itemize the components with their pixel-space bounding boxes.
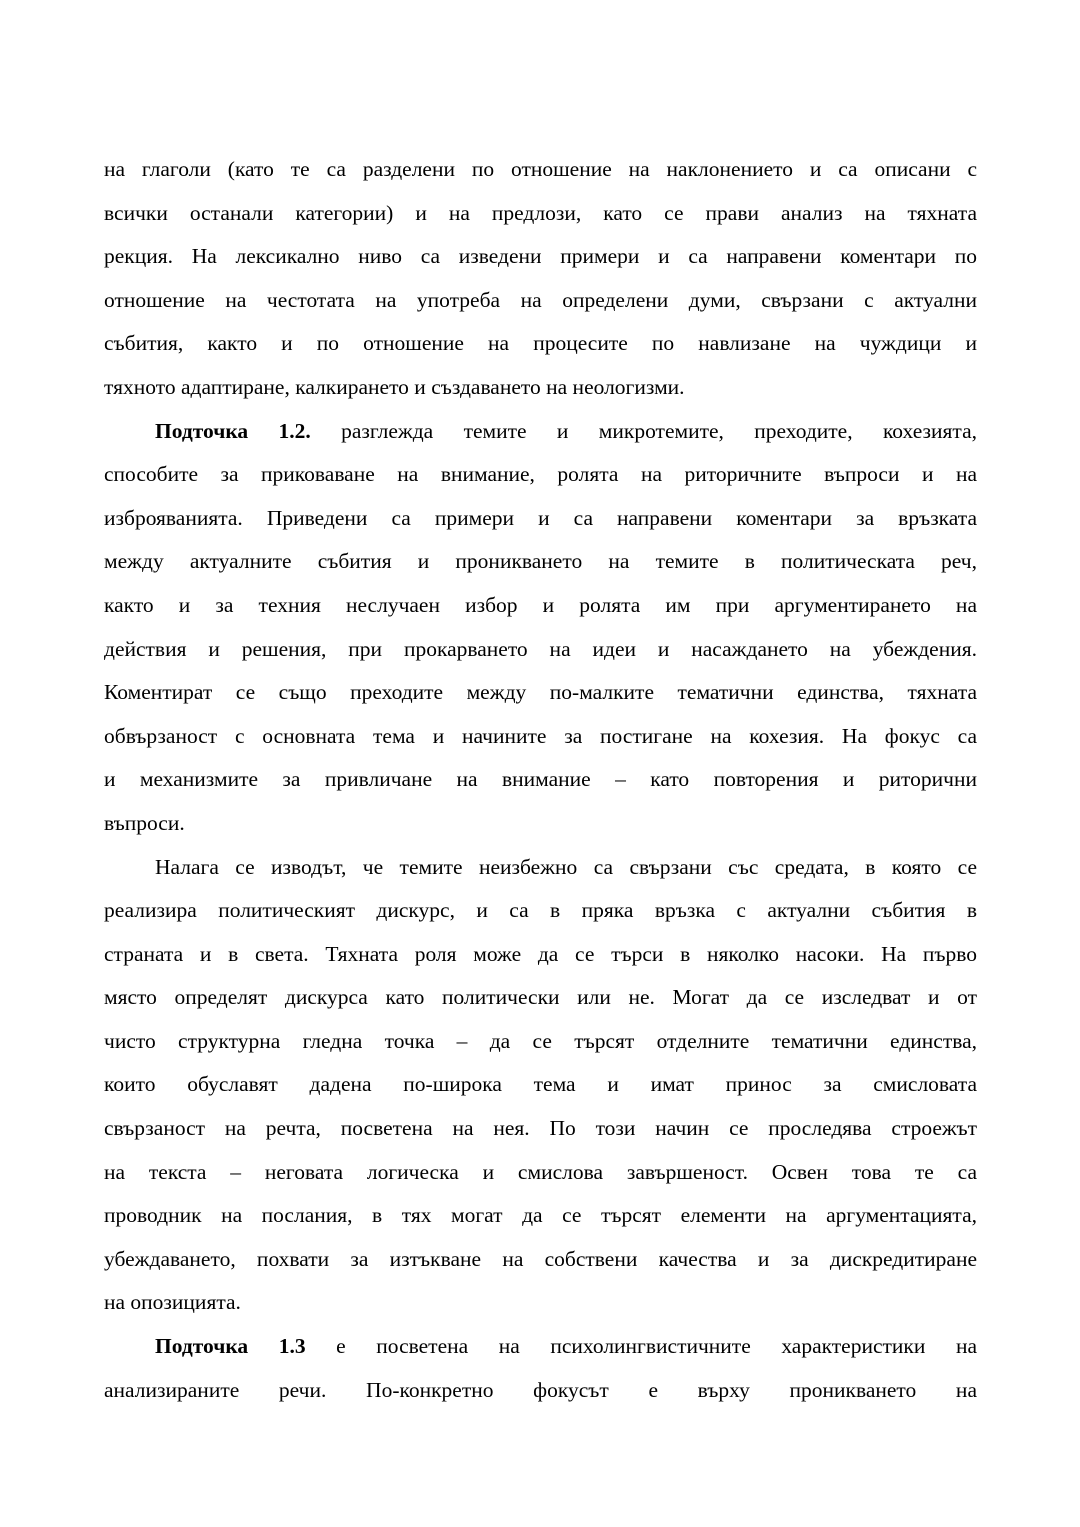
text-line: на глаголи (като те са разделени по отношение на наклонението и са описани с [104,157,977,181]
text-line: тяхното адаптиране, калкирането и създаването на неологизми. [104,374,685,399]
text-line: рекция. На лексикално ниво са изведени примери и са направени коментари по [104,244,977,269]
text-run: е посветена на психолингвистичните характеристики на [305,1334,977,1359]
paragraph-first-line: Налага се изводът, че темите неизбежно са свързани със средата, в която се [155,854,977,879]
text-line: убеждаването, похвати за изтъкване на собствени качества и за дискредитиране [104,1246,977,1271]
text-line: място определят дискурса като политически или не. Могат да се изследват и от [104,985,977,1010]
text-line: проводник на послания, в тях могат да се търсят елементи на аргументацията, [104,1203,977,1228]
text-line: въпроси. [104,810,185,835]
text-line: изброяванията. Приведени са примери и са направени коментари за връзката [104,505,977,530]
text-line: свързаност на речта, посветена на нея. По този начин се проследява строежът [104,1116,977,1141]
text-line: всички останали категории) и на предлози, като се прави анализ на тяхната [104,200,977,225]
text-line: на текста – неговата логическа и смислова завършеност. Освен това те са [104,1159,977,1184]
text-line: обвързаност с основната тема и начините за постигане на кохезия. На фокус са [104,723,977,748]
text-line: отношение на честотата на употреба на определени думи, свързани с актуални [104,287,977,312]
text-line: чисто структурна гледна точка – да се търсят отделните тематични единства, [104,1028,977,1053]
subsection-heading: Подточка 1.2. [155,418,311,443]
text-line: анализираните речи. По-конкретно фокусът е върху проникването на [104,1377,977,1402]
document-body [104,148,977,1412]
paragraph-first-line [104,410,977,454]
paragraph-first-line [104,1325,977,1369]
text-line: страната и в света. Тяхната роля може да се търси в няколко насоки. На първо [104,941,977,966]
subsection-heading: Подточка 1.3 [155,1334,306,1359]
text-line: Коментират се също преходите между по-малките тематични единства, тяхната [104,680,977,705]
text-line: способите за приковаване на внимание, ролята на риторичните въпроси и на [104,462,977,487]
text-line: между актуалните събития и проникването на темите в политическата реч, [104,549,977,574]
text-line: действия и решения, при прокарването на идеи и насаждането на убеждения. [104,636,977,661]
text-line: които обуславят дадена по-широка тема и имат принос за смисловата [104,1072,977,1097]
text-line: на опозицията. [104,1290,241,1315]
text-line: както и за техния неслучаен избор и ролята им при аргументирането на [104,592,977,617]
text-line: събития, както и по отношение на процесите по навлизане на чуждици и [104,331,977,356]
text-run: разглежда темите и микротемите, преходите, кохезията, [310,418,978,443]
text-line: реализира политическият дискурс, и са в пряка връзка с актуални събития в [104,898,977,923]
text-line: и механизмите за привличане на внимание – като повторения и риторични [104,767,977,792]
